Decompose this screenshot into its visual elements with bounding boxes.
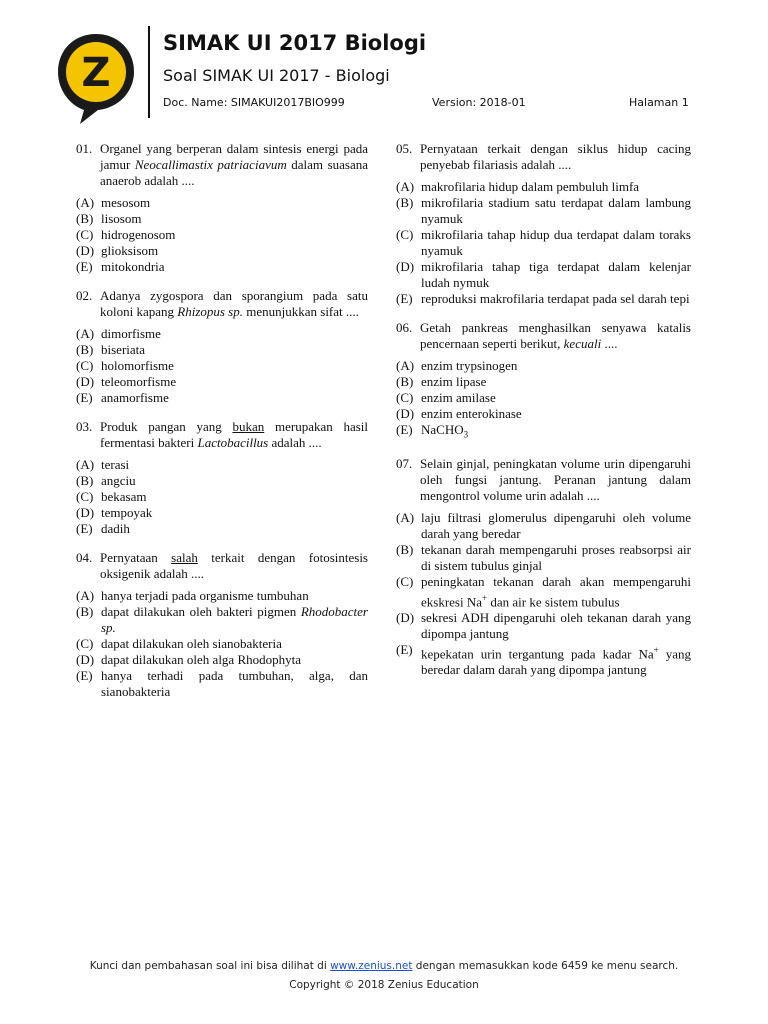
option-c[interactable]: (C) enzim amilase	[396, 390, 496, 405]
option-a[interactable]: (A) makrofilaria hidup dalam pembuluh limfa	[396, 179, 640, 194]
option-d[interactable]: (D) teleomorfisme	[76, 374, 177, 389]
question-stem: Selain ginjal, peningkatan volume urin dipengaruhi oleh fungsi jantung. Peranan jantung dalam mengontrol volume urin adalah ....	[420, 455, 691, 503]
zenius-logo	[54, 30, 138, 126]
option-b[interactable]: (B) angciu	[76, 473, 136, 488]
question-stem: Organel yang berperan dalam sintesis energi pada jamur Neocallimastix patriaciavum dalam suasana anaerob adalah ....	[100, 141, 369, 188]
option-b[interactable]: (B) dapat dilakukan oleh bakteri pigmen Rhodobacter sp.	[76, 604, 368, 635]
question-02	[76, 288, 368, 406]
question-number: 03.	[76, 419, 93, 434]
option-a[interactable]: (A) mesosom	[76, 195, 151, 210]
question-04	[76, 550, 368, 700]
option-b[interactable]: (B) lisosom	[76, 211, 142, 226]
question-stem: Produk pangan yang bukan merupakan hasil fermentasi bakteri Lactobacillus adalah ....	[100, 419, 368, 450]
question-number: 04.	[76, 550, 93, 565]
option-b[interactable]: (B) mikrofilaria stadium satu terdapat dalam lambung nyamuk	[396, 195, 691, 226]
option-e[interactable]: (E) NaCHO$_3$	[396, 422, 469, 440]
option-e[interactable]: (E) mitokondria	[76, 259, 165, 274]
option-c[interactable]: (C) hidrogenosom	[76, 227, 176, 242]
page-subtitle: Soal SIMAK UI 2017 - Biologi	[163, 66, 390, 85]
copyright: Copyright © 2018 Zenius Education	[289, 979, 479, 991]
question-number: 07.	[396, 455, 413, 471]
header-divider	[148, 26, 150, 118]
question-stem: Pernyataan terkait dengan siklus hidup cacing penyebab filariasis adalah ....	[420, 141, 691, 172]
question-stem: Adanya zygospora dan sporangium pada satu koloni kapang Rhizopus sp. menunjukkan sifat ....	[100, 288, 368, 319]
option-c[interactable]: (C) bekasam	[76, 489, 147, 504]
option-c[interactable]: (C) mikrofilaria tahap hidup dua terdapat dalam toraks nyamuk	[396, 227, 691, 258]
logo-letter: Z	[81, 50, 111, 96]
option-c[interactable]: (C) dapat dilakukan oleh sianobakteria	[76, 636, 282, 651]
page-number: Halaman 1	[629, 96, 689, 109]
option-e[interactable]: (E) anamorfisme	[76, 390, 169, 405]
option-b[interactable]: (B) enzim lipase	[396, 374, 487, 389]
question-stem: Pernyataan salah terkait dengan fotosintesis oksigenik adalah ....	[100, 550, 368, 581]
question-01	[76, 141, 368, 275]
option-a[interactable]: (A) terasi	[76, 457, 130, 472]
question-06	[396, 320, 691, 443]
option-d[interactable]: (D) glioksisom	[76, 243, 159, 258]
question-stem: Getah pankreas menghasilkan senyawa katalis pencernaan seperti berikut, kecuali ....	[420, 320, 691, 351]
option-d[interactable]: (D) tempoyak	[76, 505, 153, 520]
option-e[interactable]: (E) kepekatan urin tergantung pada kadar Na+ yang beredar dalam darah yang dipompa jantung	[396, 641, 691, 678]
option-e[interactable]: (E) reproduksi makrofilaria terdapat pada sel darah tepi	[396, 291, 690, 306]
option-a[interactable]: (A) enzim trypsinogen	[396, 358, 518, 373]
question-07	[396, 456, 691, 679]
option-a[interactable]: (A) dimorfisme	[76, 326, 161, 341]
question-number: 01.	[76, 141, 93, 156]
option-c[interactable]: (C) peningkatan tekanan darah akan mempengaruhi ekskresi Na+ dan air ke sistem tubulus	[396, 573, 691, 609]
zenius-link[interactable]: www.zenius.net	[330, 960, 413, 972]
option-b[interactable]: (B) biseriata	[76, 342, 146, 357]
question-number: 06.	[396, 320, 413, 335]
left-column	[76, 141, 368, 713]
question-03	[76, 419, 368, 537]
option-a[interactable]: (A) laju filtrasi glomerulus dipengaruhi oleh volume darah yang beredar	[396, 509, 691, 541]
doc-name: Doc. Name: SIMAKUI2017BIO999	[163, 96, 345, 109]
option-d[interactable]: (D) enzim enterokinase	[396, 406, 522, 421]
doc-version: Version: 2018-01	[432, 96, 526, 109]
option-d[interactable]: (D) sekresi ADH dipengaruhi oleh tekanan darah yang dipompa jantung	[396, 609, 691, 641]
option-d[interactable]: (D) mikrofilaria tahap tiga terdapat dalam kelenjar ludah nymuk	[396, 259, 691, 290]
question-number: 02.	[76, 288, 93, 303]
page-title: SIMAK UI 2017 Biologi	[163, 31, 427, 55]
option-d[interactable]: (D) dapat dilakukan oleh alga Rhodophyta	[76, 652, 302, 667]
option-e[interactable]: (E) hanya terhadi pada tumbuhan, alga, dan sianobakteria	[76, 668, 368, 699]
option-a[interactable]: (A) hanya terjadi pada organisme tumbuhan	[76, 588, 309, 603]
option-c[interactable]: (C) holomorfisme	[76, 358, 174, 373]
question-05	[396, 141, 691, 307]
footer-note: Kunci dan pembahasan soal ini bisa dilihat di www.zenius.net dengan memasukkan kode 6459 ke menu search.	[89, 960, 679, 972]
option-b[interactable]: (B) tekanan darah mempengaruhi proses reabsorpsi air di sistem tubulus ginjal	[396, 541, 691, 573]
right-column	[396, 141, 691, 691]
option-e[interactable]: (E) dadih	[76, 521, 130, 536]
question-number: 05.	[396, 141, 413, 156]
